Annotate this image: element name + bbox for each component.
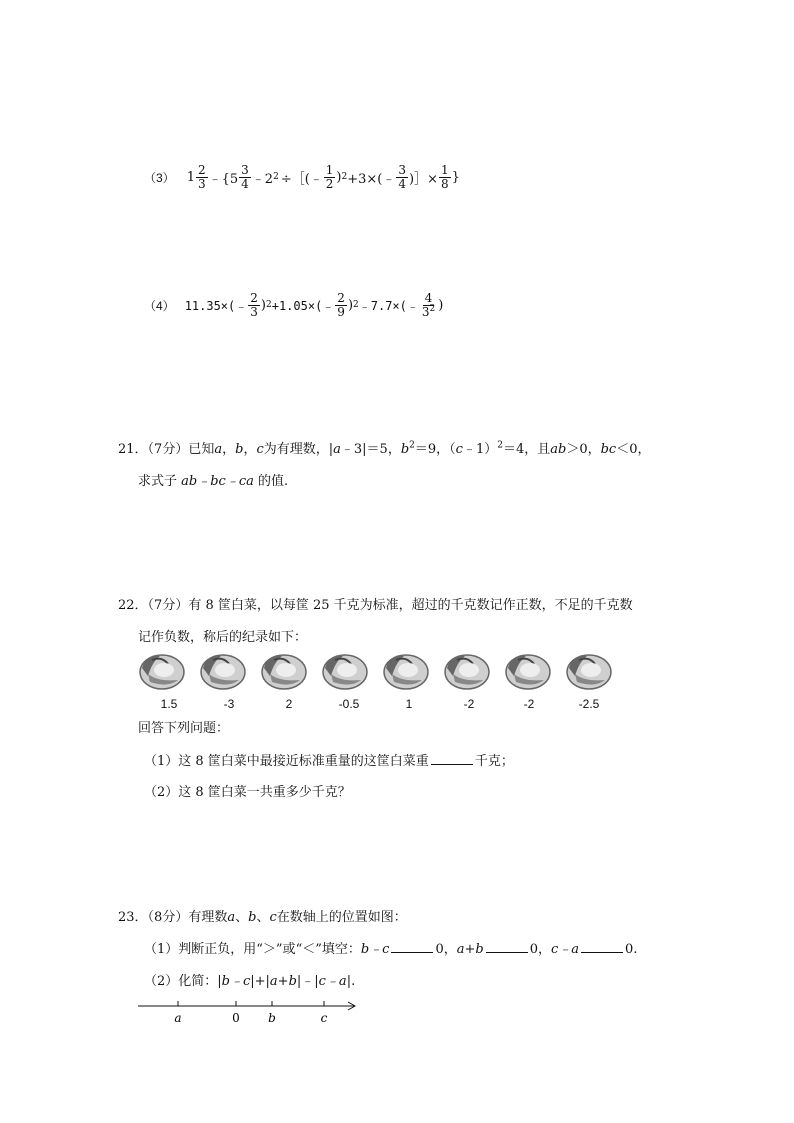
- expr-part: ): [336, 169, 342, 185]
- answer-blank[interactable]: [486, 940, 528, 953]
- expr-part: ÷［(﹣: [280, 171, 323, 187]
- fraction: $\frac{2}{3}$: [250, 291, 258, 319]
- question-22-line-1: 22．（7分）有 8 筐白菜，以每筐 25 千克为标准，超过的千克数记作正数，不足的千克数: [118, 598, 633, 613]
- problem-3: （3） 1 $\frac{2}{3}$ ﹣{5 $\frac{3}{4}$ ﹣2 2 ÷［(﹣ $\frac{1}{2}$ ) 2 +3×(﹣ $\frac{3}{4}$ )］× $\frac{1}{8}$ }: [144, 163, 460, 191]
- cabbage-value: -2: [463, 697, 475, 711]
- fraction: $\frac{1}{2}$: [325, 163, 334, 191]
- cabbage-image: [321, 648, 369, 692]
- question-23-sub-2: （2）化简：|b﹣c|+|a+b|﹣|c﹣a|.: [144, 974, 356, 989]
- cabbage-value: -3: [223, 697, 235, 711]
- axis-label-b: b: [268, 1011, 276, 1025]
- question-23-sub-1: （1）判断正负，用“＞”或“＜”填空：b﹣c 0，a+b 0，c﹣a 0.: [144, 942, 638, 957]
- question-22-prompt: 回答下列问题：: [138, 721, 230, 736]
- cabbage-image: [443, 648, 491, 692]
- fraction: $\frac{2}{9}$: [337, 291, 345, 319]
- expr-part: ): [347, 297, 354, 313]
- fraction: $\frac{3}{4}$: [398, 163, 407, 191]
- cabbage-image: [504, 648, 552, 692]
- cabbage-images: [138, 648, 613, 692]
- cabbage-value: 2: [285, 697, 293, 711]
- question-21-line-2: 求式子 ab﹣bc﹣ca 的值.: [138, 474, 289, 489]
- expr-part: ): [260, 297, 266, 313]
- fraction: $\frac{1}{8}$: [440, 163, 449, 191]
- expr-part: ﹣{5: [208, 171, 239, 187]
- question-21-line-1: 21．（7分）已知a，b，c为有理数，|a﹣3|＝5，$b^2=9$，（c﹣1）$^2$＝4，且ab＞0，bc＜0，: [118, 440, 651, 457]
- expr-part: +3×(﹣: [347, 171, 396, 187]
- answer-blank[interactable]: [391, 940, 433, 953]
- expr-part: 11.35×(﹣: [184, 298, 248, 313]
- axis-label-a: a: [174, 1011, 182, 1025]
- mixed-integer: 1: [186, 169, 195, 185]
- cabbage-image: [138, 648, 186, 692]
- cabbage-value: -0.5: [338, 697, 360, 711]
- cabbage-image: [565, 648, 613, 692]
- expr-part: ): [438, 297, 444, 313]
- question-23-line-1: 23．（8分）有理数a、b、c在数轴上的位置如图：: [118, 910, 407, 925]
- fraction: $\frac{3}{4}$: [241, 163, 249, 191]
- problem-4: （4） 11.35×(﹣ $\frac{2}{3}$ ) 2 +1.05×(﹣ $\frac{2}{9}$ ) 2 ﹣7.7×(﹣ $\frac{4}{3^2}$ ): [144, 291, 444, 319]
- cabbage-value: -2.5: [578, 697, 600, 711]
- axis-label-0: 0: [232, 1011, 240, 1025]
- cabbage-value: 1.5: [160, 697, 178, 711]
- cabbage-values: [139, 697, 619, 711]
- expr-part: +1.05×(﹣: [271, 298, 335, 313]
- answer-blank[interactable]: [581, 940, 623, 953]
- question-22-sub-2: （2）这 8 筐白菜一共重多少千克？: [144, 785, 351, 800]
- question-22-sub-1: （1）这 8 筐白菜中最接近标准重量的这筐白菜重 千克；: [144, 754, 514, 769]
- axis-label-c: c: [320, 1011, 328, 1025]
- fraction: $\frac{2}{3}$: [197, 163, 206, 191]
- answer-blank[interactable]: [431, 752, 473, 765]
- fraction: $\frac{4}{3^2}$: [421, 291, 436, 319]
- cabbage-value: -2: [523, 697, 535, 711]
- question-22-line-2: 记作负数，称后的纪录如下：: [138, 630, 308, 645]
- cabbage-value: 1: [405, 697, 413, 711]
- problem-4-label: （4）: [144, 298, 175, 313]
- expr-part: ﹣2: [251, 171, 274, 187]
- expr-part: ﹣7.7×(﹣: [358, 298, 419, 313]
- cabbage-image: [382, 648, 430, 692]
- problem-3-label: （3）: [144, 170, 175, 185]
- expr-part: }: [451, 169, 460, 185]
- cabbage-image: [260, 648, 308, 692]
- expr-part: )］×: [409, 171, 438, 187]
- cabbage-image: [199, 648, 247, 692]
- number-line: [134, 996, 360, 1030]
